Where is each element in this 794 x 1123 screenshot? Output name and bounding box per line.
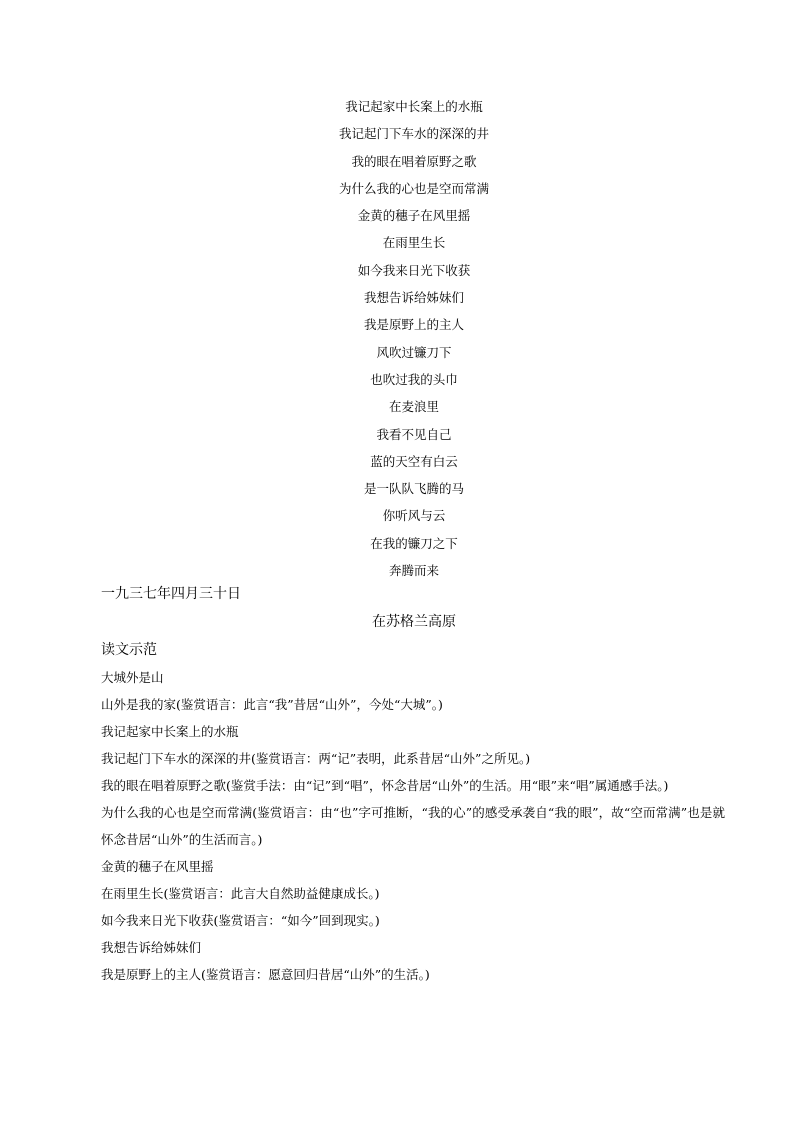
poem-line: 奔腾而来 [388,563,439,579]
poem-line: 是一队队飞腾的马 [363,481,464,497]
poem-date: 一九三七年四月三十日 [101,585,241,601]
poem-line: 在雨里生长 [382,235,446,251]
commentary-paragraph: 山外是我的家(鉴赏语言：此言“我”昔居“山外”，今处“大城”。) [101,697,443,712]
poem-line: 我记起门下车水的深深的井 [338,126,489,142]
commentary-paragraph: 我记起门下车水的深深的井(鉴赏语言：两“记”表明，此系昔居“山外”之所见。) [101,751,531,766]
poem-line: 我记起家中长案上的水瓶 [345,99,483,114]
poem-line: 在我的镰刀之下 [370,535,458,551]
poem-line: 你听风与云 [382,508,446,524]
poem-line: 金黄的穗子在风里摇 [357,208,471,224]
commentary-paragraph: 我记起家中长案上的水瓶 [101,724,239,739]
poem-line: 如今我来日光下收获 [357,262,471,278]
section-title: 在苏格兰高原 [372,613,456,629]
poem-line: 为什么我的心也是空而常满 [338,180,489,196]
poem-line: 蓝的天空有白云 [370,453,458,469]
poem-line: 风吹过镰刀下 [376,344,452,360]
poem-block [0,93,794,584]
poem-line: 我是原野上的主人 [363,317,464,333]
commentary-paragraph: 大城外是山 [101,670,164,685]
reading-commentary [101,664,725,988]
poem-line: 在麦浪里 [388,399,439,415]
reading-heading: 读文示范 [101,641,157,657]
poem-line: 我想告诉给姊妹们 [363,290,464,306]
poem-line: 我的眼在唱着原野之歌 [351,153,477,169]
commentary-paragraph: 我的眼在唱着原野之歌(鉴赏手法：由“记”到“唱”，怀念昔居“山外”的生活。用“眼”来“唱”属通感手法。) [101,778,669,793]
poem-line: 也吹过我的头巾 [370,371,458,387]
commentary-paragraph: 我想告诉给姊妹们 [101,940,202,955]
commentary-paragraph: 金黄的穗子在风里摇 [101,859,214,874]
poem-line: 我看不见自己 [376,426,452,442]
commentary-paragraph: 我是原野上的主人(鉴赏语言：愿意回归昔居“山外”的生活。) [101,967,430,982]
commentary-paragraph: 在雨里生长(鉴赏语言：此言大自然助益健康成长。) [101,886,380,901]
commentary-paragraph: 为什么我的心也是空而常满(鉴赏语言：由“也”字可推断，“我的心”的感受承袭自“我的眼”，故“空而常满”也是就怀念昔居“山外”的生活而言。) [101,805,725,847]
commentary-paragraph: 如今我来日光下收获(鉴赏语言：“如今”回到现实。) [101,913,380,928]
